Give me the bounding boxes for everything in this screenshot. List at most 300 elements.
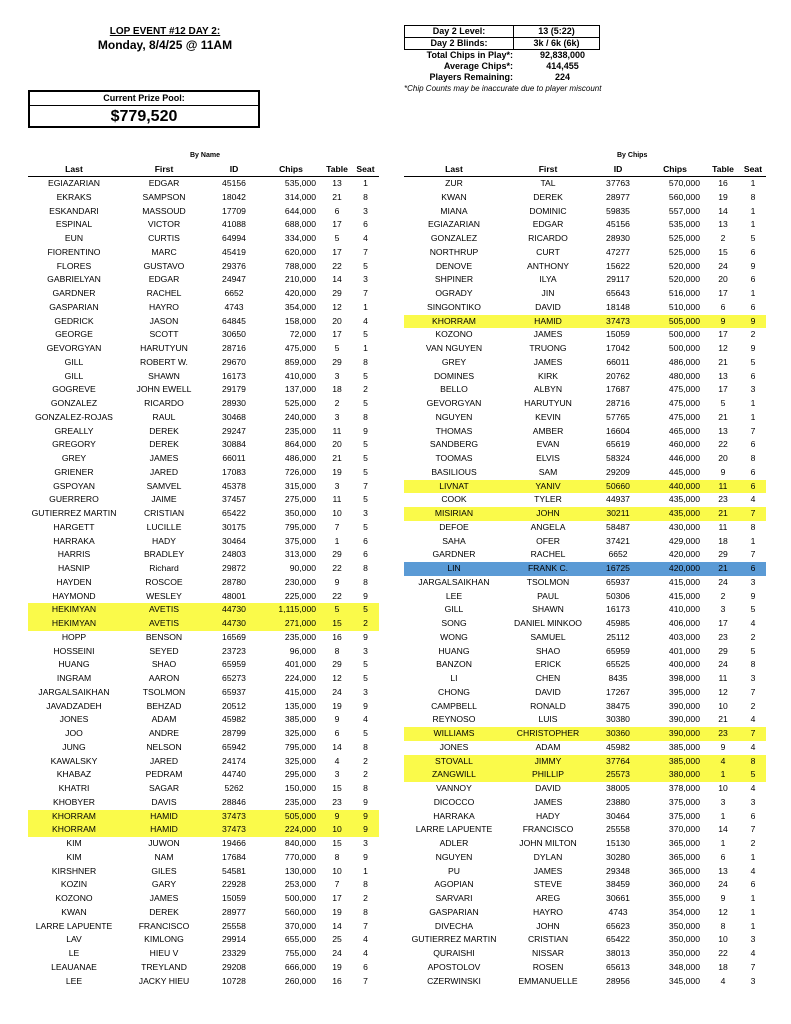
cell-first: ADAM <box>535 741 561 752</box>
cell-chips: 420,000 <box>284 288 316 298</box>
cell-seat: 2 <box>750 329 756 340</box>
cell-first: SHAWN <box>148 370 180 381</box>
cell-table: 14 <box>332 274 342 285</box>
cell-last: GREY <box>61 453 87 463</box>
table-header-row <box>404 163 766 177</box>
cell-first: SAMVEL <box>146 480 182 491</box>
table-row <box>28 727 379 741</box>
cell-seat: 6 <box>750 439 756 450</box>
cell-first: PEDRAM <box>145 769 183 780</box>
table-row <box>28 232 379 246</box>
cell-table: 16 <box>332 631 342 642</box>
cell-first: SAMPSON <box>142 191 186 202</box>
table-row <box>28 851 379 865</box>
cell-table: 12 <box>332 301 342 312</box>
cell-id: 28716 <box>606 398 630 408</box>
cell-seat: 1 <box>750 205 756 216</box>
table-row <box>404 521 766 535</box>
table-row <box>28 713 379 727</box>
cell-seat: 5 <box>363 494 368 505</box>
cell-seat: 6 <box>363 219 368 230</box>
cell-chips: 350,000 <box>668 948 700 958</box>
table-row <box>28 480 379 494</box>
cell-chips: 72,000 <box>289 329 316 340</box>
cell-table: 10 <box>718 783 728 793</box>
table-row <box>28 975 379 989</box>
cell-last: GUERRERO <box>49 494 99 505</box>
cell-table: 22 <box>332 590 342 601</box>
cell-id: 4743 <box>224 301 244 312</box>
cell-table: 17 <box>332 246 342 257</box>
cell-first: RAUL <box>152 411 176 422</box>
cell-first: EDGAR <box>148 274 180 285</box>
cell-seat: 9 <box>363 851 368 862</box>
cell-chips: 325,000 <box>284 728 316 738</box>
cell-seat: 8 <box>740 755 766 769</box>
table-row <box>28 823 379 837</box>
cell-table: 23 <box>332 796 342 807</box>
cell-chips: 398,000 <box>668 673 700 683</box>
cell-chips: 325,000 <box>284 755 316 766</box>
cell-table: 29 <box>332 288 342 298</box>
cell-id: 44730 <box>208 603 260 617</box>
cell-id: 5262 <box>224 783 244 793</box>
table-row <box>404 205 766 219</box>
cell-table: 22 <box>718 439 728 450</box>
cell-id: 28977 <box>606 191 630 202</box>
cell-first: SAM <box>538 466 558 477</box>
cell-id: 50660 <box>592 480 644 494</box>
table-row <box>404 218 766 232</box>
table-row <box>404 397 766 411</box>
cell-chips: 435,000 <box>668 494 700 505</box>
cell-id: 65937 <box>606 576 630 587</box>
cell-id: 45156 <box>606 219 630 230</box>
cell-chips: 150,000 <box>284 783 316 793</box>
table-row <box>28 672 379 686</box>
cell-id: 30175 <box>222 521 246 532</box>
cell-last: KHABAZ <box>56 769 92 780</box>
cell-id: 28846 <box>222 796 246 807</box>
cell-id: 65613 <box>606 961 630 972</box>
cell-last: GASPARIAN <box>49 301 99 312</box>
cell-id: 65619 <box>606 439 630 450</box>
table-row <box>404 727 766 741</box>
cell-id: 29117 <box>606 274 630 285</box>
cell-table: 12 <box>718 343 728 353</box>
cell-seat: 8 <box>363 411 368 422</box>
cell-last: GILL <box>64 370 84 381</box>
cell-last: HUANG <box>438 645 470 656</box>
cell-first: RACHEL <box>530 549 566 560</box>
cell-chips: 385,000 <box>284 714 316 725</box>
cell-seat: 6 <box>750 301 756 312</box>
cell-table: 11 <box>718 521 728 532</box>
cell-chips: 500,000 <box>284 893 316 903</box>
cell-seat: 2 <box>363 769 368 780</box>
cell-last: NGUYEN <box>435 411 473 422</box>
table-row <box>404 617 766 631</box>
cell-last: GOGREVE <box>52 384 96 395</box>
cell-id: 29208 <box>222 961 246 972</box>
cell-id: 45982 <box>606 741 630 752</box>
cell-id: 29670 <box>222 356 246 367</box>
col-header-chips: Chips <box>260 163 322 177</box>
table-row <box>404 507 766 521</box>
cell-table: 11 <box>332 425 342 436</box>
cell-table: 3 <box>720 796 726 807</box>
cell-table: 17 <box>332 329 342 340</box>
cell-table: 3 <box>334 411 340 422</box>
cell-chips: 475,000 <box>284 343 316 353</box>
cell-chips: 401,000 <box>668 645 700 656</box>
players-by-chips-table <box>404 163 766 988</box>
cell-first: SHAO <box>535 645 561 656</box>
cell-chips: 505,000 <box>260 810 322 824</box>
cell-table: 13 <box>718 219 728 230</box>
cell-chips: 525,000 <box>668 246 700 257</box>
table-row <box>404 438 766 452</box>
cell-table: 24 <box>332 686 342 697</box>
cell-seat: 1 <box>750 893 756 903</box>
cell-chips: 465,000 <box>668 425 700 436</box>
table-row <box>28 328 379 342</box>
cell-table: 1 <box>706 768 740 782</box>
cell-table: 14 <box>718 824 728 835</box>
cell-table: 10 <box>332 865 342 876</box>
cell-table: 6 <box>334 728 340 738</box>
cell-last: KIM <box>66 851 82 862</box>
cell-last: GREALLY <box>54 425 94 436</box>
level-box <box>404 25 600 50</box>
cell-chips: 224,000 <box>284 673 316 683</box>
cell-id: 38475 <box>606 700 630 711</box>
cell-last: HARGETT <box>53 521 95 532</box>
cell-id: 37473 <box>592 315 644 329</box>
cell-first: JOHN <box>504 507 592 521</box>
cell-chips: 486,000 <box>284 453 316 463</box>
table-row <box>404 287 766 301</box>
cell-table: 29 <box>332 356 342 367</box>
cell-seat: 1 <box>363 343 368 353</box>
cell-chips: 390,000 <box>668 700 700 711</box>
cell-id: 20512 <box>222 700 246 711</box>
cell-last: NORTHRUP <box>429 246 479 257</box>
cell-seat: 3 <box>750 576 756 587</box>
table-row <box>28 878 379 892</box>
table-row <box>28 810 379 824</box>
cell-first: ANGELA <box>530 521 566 532</box>
cell-first: SHAO <box>151 659 177 670</box>
prize-pool-label: Current Prize Pool: <box>30 92 258 106</box>
cell-chips: 403,000 <box>668 631 700 642</box>
cell-first: JAIME <box>151 494 177 505</box>
cell-id: 29247 <box>222 425 246 436</box>
table-row <box>404 810 766 824</box>
cell-last: GREGORY <box>52 439 96 450</box>
cell-seat: 5 <box>750 356 756 367</box>
cell-id: 65422 <box>222 508 246 518</box>
table-row <box>404 755 766 769</box>
table-row <box>28 548 379 562</box>
cell-id: 6652 <box>224 288 244 298</box>
cell-id: 28716 <box>222 343 246 353</box>
cell-chips: 560,000 <box>284 906 316 917</box>
cell-table: 8 <box>334 645 340 656</box>
cell-chips: 475,000 <box>668 398 700 408</box>
cell-chips: 620,000 <box>284 246 316 257</box>
cell-seat: 7 <box>363 920 368 931</box>
cell-chips: 415,000 <box>284 686 316 697</box>
cell-table: 10 <box>718 700 728 711</box>
cell-first: HAMID <box>120 810 208 824</box>
cell-id: 30661 <box>606 893 630 903</box>
cell-id: 45982 <box>222 714 246 725</box>
cell-id: 37763 <box>606 178 630 188</box>
cell-first: RICARDO <box>528 233 568 243</box>
table-header-row <box>28 163 379 177</box>
table-row <box>28 246 379 260</box>
table-row <box>404 672 766 686</box>
cell-chips: 235,000 <box>284 796 316 807</box>
cell-first: FRANK C. <box>504 562 592 576</box>
cell-seat: 6 <box>750 274 756 285</box>
cell-seat: 6 <box>740 562 766 576</box>
cell-seat: 9 <box>750 343 756 353</box>
cell-table: 2 <box>334 398 340 408</box>
cell-seat: 8 <box>363 879 368 890</box>
cell-seat: 4 <box>750 741 756 752</box>
cell-first: TREYLAND <box>141 961 187 972</box>
cell-table: 6 <box>720 851 726 862</box>
cell-first: FRANCISCO <box>522 824 574 835</box>
table-row <box>28 631 379 645</box>
col-header-table: Table <box>322 163 352 177</box>
cell-id: 19466 <box>222 838 246 848</box>
cell-first: DANIEL MINKOO <box>514 618 582 628</box>
cell-seat: 4 <box>750 783 756 793</box>
cell-last: EGIAZARIAN <box>427 219 481 230</box>
table-row <box>28 617 379 631</box>
cell-chips: 516,000 <box>668 288 700 298</box>
cell-chips: 420,000 <box>644 562 706 576</box>
cell-chips: 230,000 <box>284 576 316 587</box>
cell-id: 18042 <box>222 191 246 202</box>
cell-seat: 8 <box>363 191 368 202</box>
cell-chips: 390,000 <box>644 727 706 741</box>
cell-chips: 429,000 <box>668 535 700 546</box>
cell-id: 41088 <box>222 219 246 230</box>
cell-chips: 560,000 <box>668 191 700 202</box>
table-row <box>404 631 766 645</box>
cell-chips: 253,000 <box>284 879 316 890</box>
cell-table: 1 <box>720 838 726 848</box>
cell-table: 14 <box>332 741 342 752</box>
cell-seat: 3 <box>750 934 756 945</box>
section-label-by-chips: By Chips <box>617 152 648 159</box>
level-label: Day 2 Level: <box>405 26 514 37</box>
table-row <box>28 892 379 906</box>
cell-chips: 726,000 <box>284 466 316 477</box>
col-header-first: First <box>120 163 208 177</box>
table-row <box>28 865 379 879</box>
cell-seat: 8 <box>750 453 756 463</box>
cell-last: LARRE LAPUENTE <box>35 920 113 931</box>
cell-last: HAYDEN <box>56 576 92 587</box>
table-row <box>28 205 379 219</box>
cell-seat: 1 <box>750 411 756 422</box>
table-row <box>404 920 766 934</box>
cell-last: LIN <box>404 562 504 576</box>
table-row <box>404 700 766 714</box>
table-row <box>404 177 766 191</box>
cell-id: 44730 <box>208 617 260 631</box>
cell-last: HASNIP <box>58 563 90 573</box>
cell-id: 30211 <box>592 507 644 521</box>
cell-id: 15059 <box>606 329 630 340</box>
cell-last: CZERWINSKI <box>427 975 481 986</box>
table-row <box>404 576 766 590</box>
cell-id: 38005 <box>606 783 630 793</box>
cell-table: 24 <box>718 659 728 670</box>
cell-seat: 6 <box>750 810 756 821</box>
cell-seat: 6 <box>750 246 756 257</box>
cell-table: 11 <box>706 480 740 494</box>
cell-seat: 7 <box>750 425 756 436</box>
cell-id: 65525 <box>606 659 630 670</box>
table-row <box>404 782 766 796</box>
cell-first: ROSEN <box>532 961 564 972</box>
table-row <box>404 906 766 920</box>
cell-id: 15130 <box>606 838 630 848</box>
cell-seat: 8 <box>750 521 756 532</box>
section-label-by-name: By Name <box>190 152 220 159</box>
cell-chips: 395,000 <box>668 686 700 697</box>
cell-table: 21 <box>718 356 728 367</box>
cell-id: 25112 <box>606 631 630 642</box>
cell-last: HEKIMYAN <box>28 603 120 617</box>
chip-count-note: *Chip Counts may be inaccurate due to player miscount <box>404 84 602 93</box>
cell-seat: 4 <box>363 233 368 243</box>
cell-chips: 430,000 <box>668 521 700 532</box>
cell-table: 14 <box>332 920 342 931</box>
cell-id: 15059 <box>222 893 246 903</box>
cell-first: AARON <box>148 673 180 683</box>
cell-chips: 313,000 <box>284 549 316 560</box>
cell-table: 21 <box>332 191 342 202</box>
table-row <box>404 768 766 782</box>
cell-seat: 5 <box>750 645 756 656</box>
cell-table: 29 <box>718 645 728 656</box>
cell-last: LARRE LAPUENTE <box>415 824 493 835</box>
cell-first: JARED <box>149 466 179 477</box>
cell-table: 23 <box>706 727 740 741</box>
cell-id: 10728 <box>222 975 246 986</box>
cell-chips: 445,000 <box>668 466 700 477</box>
cell-id: 4743 <box>608 906 628 917</box>
blinds-label: Day 2 Blinds: <box>405 38 514 49</box>
cell-last: SANDBERG <box>429 439 479 450</box>
cell-last: LE <box>68 948 80 958</box>
cell-id: 23329 <box>222 948 246 958</box>
cell-id: 16569 <box>222 631 246 642</box>
cell-chips: 375,000 <box>668 810 700 821</box>
cell-seat: 4 <box>363 934 368 945</box>
cell-seat: 5 <box>363 398 368 408</box>
cell-chips: 500,000 <box>668 343 700 353</box>
cell-id: 30464 <box>606 810 630 821</box>
cell-first: LUIS <box>538 714 558 725</box>
table-row <box>404 548 766 562</box>
cell-last: LAV <box>66 934 82 945</box>
cell-id: 25558 <box>222 920 246 931</box>
cell-last: GILL <box>444 604 464 615</box>
cell-seat: 1 <box>363 865 368 876</box>
cell-id: 28977 <box>222 906 246 917</box>
total-chips-value: 92,838,000 <box>539 50 586 60</box>
cell-id: 54581 <box>222 865 246 876</box>
cell-table: 4 <box>334 755 340 766</box>
cell-chips: 130,000 <box>284 865 316 876</box>
cell-first: DEREK <box>533 191 563 202</box>
cell-id: 30464 <box>222 535 246 546</box>
cell-last: LEAUANAE <box>51 961 97 972</box>
cell-last: GUTIERREZ MARTIN <box>31 508 117 518</box>
cell-table: 23 <box>718 631 728 642</box>
cell-last: JONES <box>439 741 469 752</box>
cell-last: JARGALSAIKHAN <box>418 576 490 587</box>
cell-seat: 9 <box>352 823 379 837</box>
cell-seat: 5 <box>363 453 368 463</box>
cell-last: KHORRAM <box>404 315 504 329</box>
cell-table: 9 <box>334 576 340 587</box>
cell-chips: 375,000 <box>284 535 316 546</box>
cell-seat: 6 <box>750 466 756 477</box>
cell-chips: 510,000 <box>668 301 700 312</box>
cell-chips: 360,000 <box>668 879 700 890</box>
cell-table: 5 <box>334 233 340 243</box>
cell-first: TAL <box>540 178 556 188</box>
cell-first: JOHN EWELL <box>136 384 192 395</box>
cell-seat: 5 <box>750 233 756 243</box>
table-row <box>404 947 766 961</box>
cell-seat: 2 <box>363 384 368 395</box>
cell-id: 6652 <box>608 549 628 560</box>
table-row <box>28 700 379 714</box>
cell-first: YANIV <box>504 480 592 494</box>
cell-table: 9 <box>334 714 340 725</box>
cell-id: 30360 <box>592 727 644 741</box>
cell-last: SONG <box>441 618 467 628</box>
cell-chips: 275,000 <box>284 494 316 505</box>
cell-seat: 8 <box>363 563 368 573</box>
cell-first: WESLEY <box>146 590 182 601</box>
cell-table: 7 <box>334 879 340 890</box>
cell-seat: 1 <box>750 906 756 917</box>
cell-table: 1 <box>720 810 726 821</box>
cell-seat: 7 <box>750 824 756 835</box>
cell-table: 3 <box>334 370 340 381</box>
cell-first: PHILLIP <box>504 768 592 782</box>
cell-seat: 1 <box>750 535 756 546</box>
cell-table: 18 <box>332 384 342 395</box>
cell-last: ESPINAL <box>55 219 93 230</box>
cell-last: GASPARIAN <box>429 906 479 917</box>
table-row <box>404 645 766 659</box>
cell-chips: 365,000 <box>668 838 700 848</box>
col-header-last: Last <box>28 163 120 177</box>
cell-last: SHPINER <box>434 274 474 285</box>
